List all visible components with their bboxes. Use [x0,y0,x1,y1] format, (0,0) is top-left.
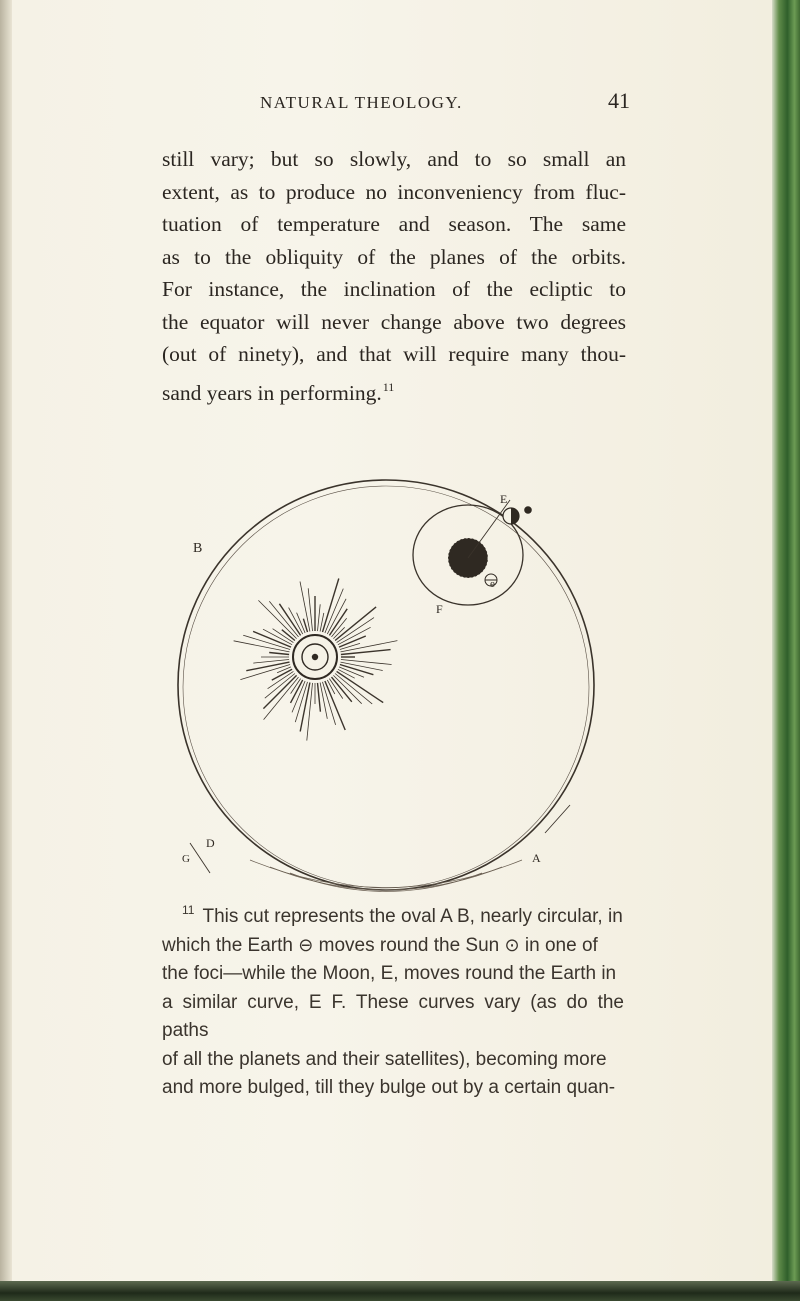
earth-symbol: ⊖ [298,934,314,956]
body-line: sand years in performing. [162,380,382,405]
page-header [200,88,630,114]
line-a [545,805,570,833]
page-number: 41 [608,88,630,113]
page-bottom-edge [0,1281,800,1301]
footnote-line-1 [162,896,624,932]
moon-marker-dot [524,506,532,514]
sun-ray [320,683,327,719]
footnote-text: in one of [524,934,598,956]
footnote-line-4: a similar curve, E F. These curves vary (as do the paths [162,991,624,1041]
sun-ray [268,671,294,688]
footnote-line-2 [162,932,624,961]
footnote-line-3: the foci—while the Moon, E, moves round the Earth in [162,963,617,984]
footnote-text: which the Earth [162,934,293,956]
footnote-line-6: and more bulged, till they bulge out by a certain quan- [162,1077,616,1098]
body-line: (out of ninety), and that will require many thou- [162,342,626,366]
footnote-line-5: of all the planets and their satellites), becoming more [162,1048,607,1070]
body-line: still vary; but so slowly, and to so small an [162,147,626,171]
oval-shade-3 [290,873,482,892]
running-head: NATURAL THEOLOGY. [260,93,463,112]
label-B: B [193,541,203,556]
label-E: E [500,492,508,506]
body-line: tuation of temperature and season. The same [162,212,626,236]
sun-ray [265,674,295,699]
moon-shaded-half [511,508,519,524]
label-D: D [206,836,215,850]
label-F: F [436,602,443,616]
earth-orbit-oval-inner [183,486,589,888]
orbit-diagram [150,455,630,895]
sun-ray [269,653,289,655]
footnote-text: This cut represents the oval A B, nearly circular, in [202,906,623,927]
book-spine-edge [772,0,800,1301]
earth-orbit-oval [178,480,594,890]
label-e: e [490,578,495,590]
body-line: the equator will never change above two degrees [162,309,626,334]
body-line: extent, as to produce no inconveniency from fluc- [162,179,626,204]
sun-ray [258,600,296,638]
footnote-mark: 11 [182,903,195,917]
footnote-reference: 11 [382,379,395,394]
footnote-text: moves round the Sun [318,934,500,956]
body-line: as to the obliquity of the planes of the orbits. [162,244,626,269]
label-A: A [532,851,541,865]
body-line-last [162,371,626,410]
sun-ray [327,680,335,694]
label-G: G [182,853,190,865]
body-paragraph [162,143,626,409]
footnote [162,896,624,1103]
sun-ray [318,604,321,631]
sun-ray [318,683,321,712]
oval-shade-1 [250,860,522,888]
page-left-edge [0,0,12,1301]
orbit-figure [150,455,630,895]
sun-symbol-dot [312,654,318,660]
body-line: For instance, the inclination of the ecliptic to [162,277,626,301]
sun-ray [332,677,352,702]
sun-ray [333,675,361,703]
sun-symbol: ⊙ [504,934,520,956]
sun-ray [337,671,384,702]
